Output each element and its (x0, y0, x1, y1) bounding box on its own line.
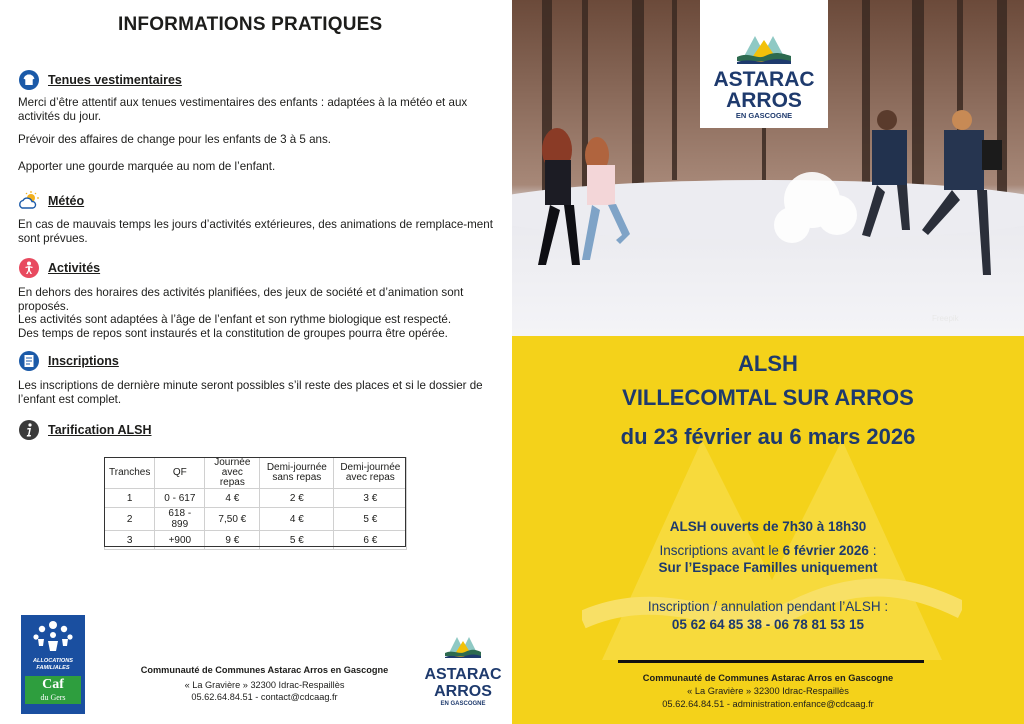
paragraph: En cas de mauvais temps les jours d’activités extérieures, des animations de remplace-ment sont prévues. (18, 218, 493, 245)
footer-org: Communauté de Communes Astarac Arros en Gascogne (140, 665, 389, 675)
caf-dept: du Gers (40, 693, 66, 702)
paragraph: Des temps de repos sont instaurés et la constitution de groupes pourra être opérée. (18, 326, 448, 340)
logo-line2: ARROS (434, 683, 492, 700)
deadline-suffix: : (868, 543, 877, 558)
footer-contact: 05.62.64.84.51 - contact@cdcaag.fr (191, 692, 338, 702)
footer-org: Communauté de Communes Astarac Arros en Gascogne (642, 673, 894, 683)
paragraph: Prévoir des affaires de change pour les enfants de 3 à 5 ans. (18, 133, 332, 147)
opening-hours: ALSH ouverts de 7h30 à 18h30 (669, 519, 867, 534)
title-alsh: ALSH (738, 351, 798, 376)
table-row (105, 508, 407, 531)
paragraph: En dehors des horaires des activités planifiées, des jeux de société et d’animation sont proposés. (18, 286, 464, 313)
table-cell: 9 € (205, 531, 260, 550)
footer-address: « La Gravière » 32300 Idrac-Respaillès (687, 686, 849, 696)
inscription-icon (18, 350, 40, 372)
caf-family-icon (28, 619, 78, 653)
section-title: Météo (48, 194, 85, 208)
table-cell: 5 € (334, 508, 407, 531)
logo-line1: ASTARAC (424, 666, 502, 683)
table-cell: 1 (105, 489, 155, 508)
caf-line2: FAMILIALES (36, 665, 70, 671)
table-cell: 618 - 899 (155, 508, 205, 531)
deadline-prefix: Inscriptions avant le (659, 543, 783, 558)
section-activites (18, 257, 500, 340)
info-icon (18, 419, 40, 441)
astarac-logo-small (420, 633, 506, 717)
logo-line3: EN GASCOGNE (735, 111, 793, 120)
astarac-mark-icon (443, 633, 483, 661)
footer-left (122, 664, 407, 703)
deadline-where: Sur l’Espace Familles uniquement (658, 560, 878, 575)
section-header (18, 190, 500, 212)
paragraph: Les activités sont adaptées à l’âge de l’enfant et son rythme biologique est respecté. (18, 313, 452, 327)
tshirt-icon (18, 69, 40, 91)
table-cell: 0 - 617 (155, 489, 205, 508)
footer-address: « La Gravière » 32300 Idrac-Respaillès (184, 680, 345, 690)
section-meteo (18, 190, 500, 245)
table-row (105, 531, 407, 550)
table-header-cell: Tranches (105, 458, 155, 489)
weather-icon (18, 190, 40, 212)
table-cell: 4 € (260, 508, 334, 531)
table-cell: 6 € (334, 531, 407, 550)
caf-brand: Caf (42, 677, 64, 692)
table-cell: +900 (155, 531, 205, 550)
table-cell: 7,50 € (205, 508, 260, 531)
divider (618, 660, 924, 663)
table-cell: 3 € (334, 489, 407, 508)
table-header-cell: Demi-journée avec repas (334, 458, 407, 489)
deadline-date: 6 février 2026 (782, 543, 869, 558)
table-header-cell: Journée avec repas (205, 458, 260, 489)
paragraph: Les inscriptions de dernière minute seront possibles s’il reste des places et si le dossier de l’enfant est complet. (18, 379, 483, 406)
table-header-cell: QF (155, 458, 205, 489)
caf-line1: ALLOCATIONS (33, 658, 73, 664)
table-cell: 3 (105, 531, 155, 550)
footer-right (512, 672, 1024, 711)
activity-icon (18, 257, 40, 279)
table-cell: 5 € (260, 531, 334, 550)
caf-logo (21, 615, 85, 714)
section-title: Tarification ALSH (48, 423, 152, 437)
section-title: Inscriptions (48, 354, 119, 368)
table-header-row (105, 458, 407, 489)
section-header (18, 419, 500, 441)
astarac-logo-main (700, 0, 828, 128)
table-header-cell: Demi-journée sans repas (260, 458, 334, 489)
section-header (18, 350, 500, 372)
table-cell: 2 € (260, 489, 334, 508)
title-dates: du 23 février au 6 mars 2026 (620, 424, 916, 449)
section-header (18, 257, 500, 279)
table-cell: 4 € (205, 489, 260, 508)
photo-credit: Freepik (932, 314, 959, 323)
section-title: Tenues vestimentaires (48, 73, 182, 87)
footer-contact: 05.62.64.84.51 - administration.enfance@cdcaag.fr (662, 699, 874, 709)
table-cell: 2 (105, 508, 155, 531)
logo-line2: ARROS (726, 89, 802, 112)
page-title: INFORMATIONS PRATIQUES (118, 14, 383, 35)
paragraph: Merci d’être attentif aux tenues vestimentaires des enfants : adaptées à la météo et aux activités du jour. (18, 96, 468, 123)
tarif-table (104, 457, 407, 550)
section-inscriptions (18, 350, 500, 406)
astarac-mark-icon (735, 30, 793, 66)
logo-line3: EN GASCOGNE (440, 701, 486, 707)
paragraph: Apporter une gourde marquée au nom de l’enfant. (18, 159, 276, 173)
cancel-label: Inscription / annulation pendant l’ALSH : (647, 599, 889, 614)
section-tarification (18, 419, 500, 441)
phone-numbers: 05 62 64 85 38 - 06 78 81 53 15 (671, 617, 865, 632)
title-location: VILLECOMTAL SUR ARROS (622, 385, 914, 410)
logo-line1: ASTARAC (713, 68, 815, 91)
section-header (18, 69, 500, 91)
section-tenues (18, 69, 500, 173)
section-title: Activités (48, 261, 101, 275)
deadline-line (512, 543, 1024, 558)
right-panel (512, 0, 1024, 724)
table-row (105, 489, 407, 508)
